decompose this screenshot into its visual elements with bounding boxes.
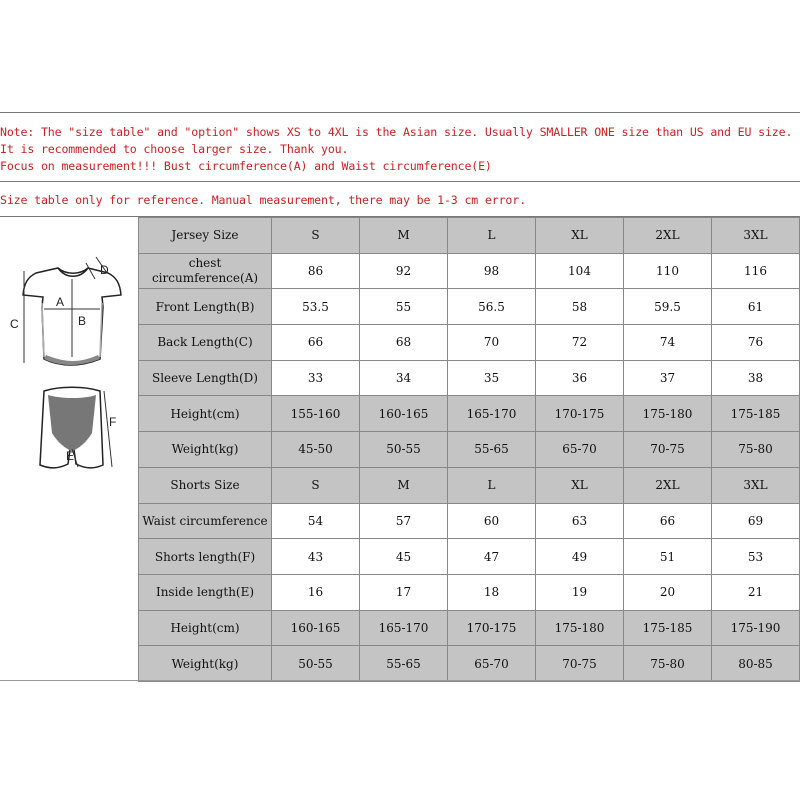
- size-value: 74: [624, 325, 712, 361]
- label-d: D: [100, 263, 109, 277]
- row-label: Inside length(E): [139, 574, 272, 610]
- label-e: E: [66, 449, 75, 463]
- size-value: 50-55: [272, 646, 360, 682]
- size-value: L: [448, 218, 536, 254]
- size-value: 60: [448, 503, 536, 539]
- size-value: 61: [712, 289, 800, 325]
- size-table: [138, 217, 800, 682]
- size-value: 38: [712, 360, 800, 396]
- size-value: 175-180: [536, 610, 624, 646]
- size-value: 2XL: [624, 218, 712, 254]
- size-value: 70-75: [536, 646, 624, 682]
- size-value: 34: [360, 360, 448, 396]
- row-label: Height(cm): [139, 396, 272, 432]
- size-value: 104: [536, 253, 624, 289]
- label-f: F: [109, 415, 117, 429]
- note-asian-size: Note: The "size table" and "option" shows XS to 4XL is the Asian size. Usually SMALLER ONE size than US and EU size.: [0, 125, 793, 139]
- size-value: 170-175: [448, 610, 536, 646]
- size-value: M: [360, 467, 448, 503]
- size-value: 63: [536, 503, 624, 539]
- jersey-row: [139, 289, 800, 325]
- row-label: Shorts length(F): [139, 539, 272, 575]
- size-value: 170-175: [536, 396, 624, 432]
- size-value: 55-65: [360, 646, 448, 682]
- size-value: 3XL: [712, 467, 800, 503]
- size-value: 55-65: [448, 432, 536, 468]
- size-value: 59.5: [624, 289, 712, 325]
- size-value: 55: [360, 289, 448, 325]
- size-value: 53: [712, 539, 800, 575]
- reference-note: Size table only for reference. Manual measurement, there may be 1-3 cm error.: [0, 193, 526, 207]
- size-value: 58: [536, 289, 624, 325]
- row-label: Back Length(C): [139, 325, 272, 361]
- shorts-row: [139, 646, 800, 682]
- shorts-row: [139, 503, 800, 539]
- size-value: 57: [360, 503, 448, 539]
- size-value: 80-85: [712, 646, 800, 682]
- size-value: S: [272, 218, 360, 254]
- label-b: B: [78, 314, 87, 328]
- size-value: 47: [448, 539, 536, 575]
- row-label: chest circumference(A): [139, 253, 272, 289]
- size-value: 66: [624, 503, 712, 539]
- jersey-row: [139, 360, 800, 396]
- size-value: 160-165: [360, 396, 448, 432]
- size-value: 175-180: [624, 396, 712, 432]
- size-value: XL: [536, 218, 624, 254]
- shorts-row: [139, 610, 800, 646]
- size-value: 116: [712, 253, 800, 289]
- size-value: 175-190: [712, 610, 800, 646]
- size-value: 17: [360, 574, 448, 610]
- size-value: 37: [624, 360, 712, 396]
- label-a: A: [56, 295, 65, 309]
- size-value: 43: [272, 539, 360, 575]
- size-value: 51: [624, 539, 712, 575]
- size-value: 18: [448, 574, 536, 610]
- size-value: 36: [536, 360, 624, 396]
- label-c: C: [10, 317, 19, 331]
- row-label: Jersey Size: [139, 218, 272, 254]
- note-focus-measurement: Focus on measurement!!! Bust circumference(A) and Waist circumference(E): [0, 159, 492, 173]
- size-value: 35: [448, 360, 536, 396]
- row-label: Sleeve Length(D): [139, 360, 272, 396]
- size-value: 92: [360, 253, 448, 289]
- size-value: 98: [448, 253, 536, 289]
- size-value: 16: [272, 574, 360, 610]
- jersey-row: [139, 396, 800, 432]
- shorts-row: [139, 574, 800, 610]
- size-value: 160-165: [272, 610, 360, 646]
- jersey-row: [139, 325, 800, 361]
- size-value: 3XL: [712, 218, 800, 254]
- row-label: Weight(kg): [139, 646, 272, 682]
- row-label: Waist circumference: [139, 503, 272, 539]
- shorts-header-row: [139, 467, 800, 503]
- jersey-header-row: [139, 218, 800, 254]
- size-value: 155-160: [272, 396, 360, 432]
- size-value: 50-55: [360, 432, 448, 468]
- size-value: M: [360, 218, 448, 254]
- size-value: 68: [360, 325, 448, 361]
- size-value: 75-80: [712, 432, 800, 468]
- table-bottom-border: [0, 680, 800, 681]
- size-value: 54: [272, 503, 360, 539]
- size-value: 19: [536, 574, 624, 610]
- size-value: 53.5: [272, 289, 360, 325]
- size-value: 2XL: [624, 467, 712, 503]
- size-value: 165-170: [448, 396, 536, 432]
- size-value: 21: [712, 574, 800, 610]
- shorts-row: [139, 539, 800, 575]
- size-value: 110: [624, 253, 712, 289]
- size-value: 56.5: [448, 289, 536, 325]
- size-value: 33: [272, 360, 360, 396]
- size-value: 66: [272, 325, 360, 361]
- size-value: 69: [712, 503, 800, 539]
- size-value: 72: [536, 325, 624, 361]
- size-value: L: [448, 467, 536, 503]
- row-label: Shorts Size: [139, 467, 272, 503]
- row-label: Front Length(B): [139, 289, 272, 325]
- size-note-box: [0, 112, 800, 182]
- size-value: 175-185: [712, 396, 800, 432]
- size-value: 76: [712, 325, 800, 361]
- size-value: 165-170: [360, 610, 448, 646]
- size-value: 175-185: [624, 610, 712, 646]
- note-choose-larger: It is recommended to choose larger size. Thank you.: [0, 142, 349, 156]
- jersey-row: [139, 253, 800, 289]
- measurement-diagram: [0, 217, 138, 680]
- size-value: 86: [272, 253, 360, 289]
- size-value: XL: [536, 467, 624, 503]
- size-value: 49: [536, 539, 624, 575]
- size-value: 20: [624, 574, 712, 610]
- row-label: Height(cm): [139, 610, 272, 646]
- row-label: Weight(kg): [139, 432, 272, 468]
- size-value: 45-50: [272, 432, 360, 468]
- size-value: 75-80: [624, 646, 712, 682]
- size-value: S: [272, 467, 360, 503]
- jersey-row: [139, 432, 800, 468]
- size-value: 70: [448, 325, 536, 361]
- size-value: 65-70: [536, 432, 624, 468]
- size-value: 45: [360, 539, 448, 575]
- size-value: 70-75: [624, 432, 712, 468]
- size-value: 65-70: [448, 646, 536, 682]
